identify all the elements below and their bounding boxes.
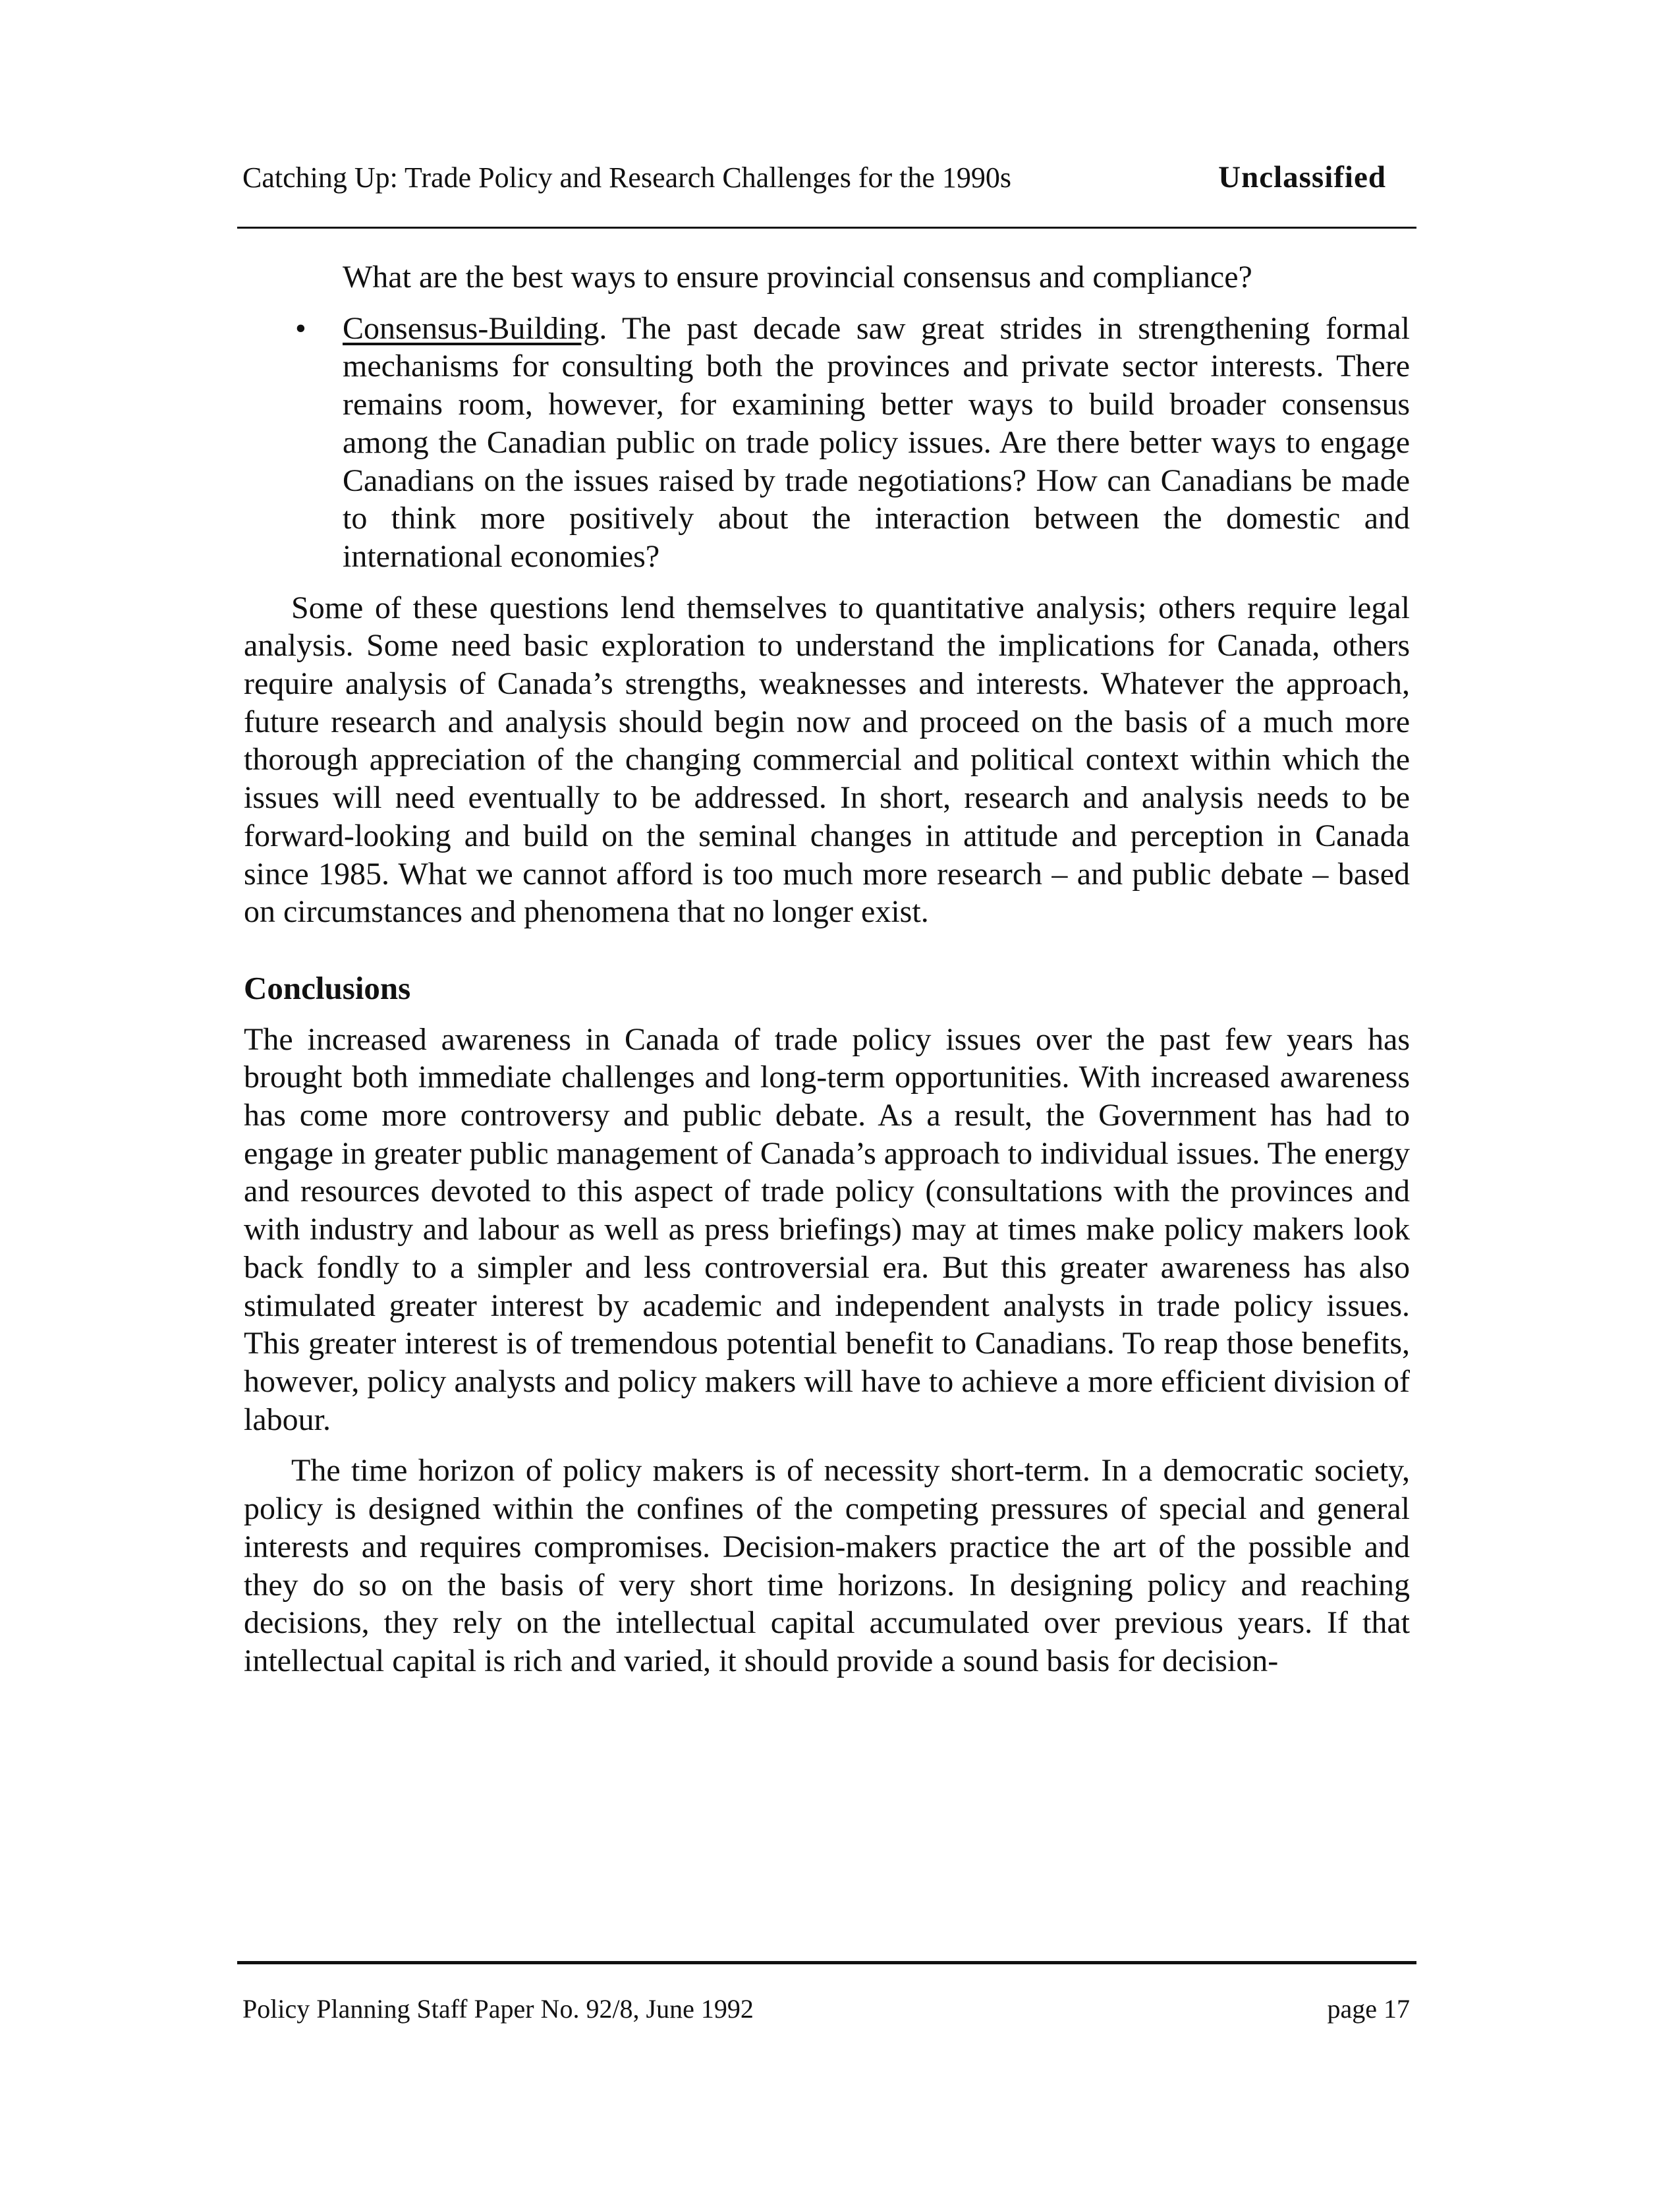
paragraph-awareness: The increased awareness in Canada of trade policy issues over the past few years has brought both immediate challenges and long-term opportunities. With increased awareness has come more controversy and public debate. As a result, the Government has had to engage in greater public management of Canada’s approach to individual issues. The energy and resources devoted to this aspect of trade policy (consultations with the provinces and with industry and labour as well as press briefings) may at times make policy makers look back fondly to a simpler and less controversial era. But this greater awareness has also stimulated greater interest by academic and independent analysts in trade policy issues. This greater interest is of tremendous potential benefit to Canadians. To reap those benefits, however, policy analysts and policy makers will have to achieve a more efficient division of labour. <box>244 1021 1410 1437</box>
bullet-lead: Consensus-Building <box>343 310 600 346</box>
continued-text: What are the best ways to ensure provincial consensus and compliance? <box>343 260 1252 295</box>
footer-rule <box>237 1961 1416 1964</box>
section-heading-conclusions: Conclusions <box>244 969 411 1006</box>
bullet-marker: • <box>295 310 306 346</box>
bullet-item-consensus-building <box>244 310 1410 576</box>
header-rule <box>237 227 1416 229</box>
page-header <box>242 161 1416 200</box>
page-body <box>244 258 1410 1680</box>
running-title: Catching Up: Trade Policy and Research Challenges for the 1990s <box>242 161 1012 194</box>
bullet-text: . The past decade saw great strides in strengthening formal mechanisms for consulting both the provinces and private sector interests. There remains room, however, for examining better ways to build broader consensus among the Canadian public on trade policy issues. Are there better ways to engage Canadians on the issues raised by trade negotiations? How can Canadians be made to think more positively about the interaction between the domestic and international economies? <box>343 310 1410 574</box>
paragraph-time-horizon: The time horizon of policy makers is of necessity short-term. In a democratic society, policy is designed within the confines of the competing pressures of special and general interests and requires compromises. Decision-makers practice the art of the possible and they do so on the basis of very short time horizons. In designing policy and reaching decisions, they rely on the intellectual capital accumulated over previous years. If that intellectual capital is rich and varied, it should provide a sound basis for decision- <box>244 1453 1410 1678</box>
paper-reference: Policy Planning Staff Paper No. 92/8, June 1992 <box>242 1994 754 2024</box>
page-number: page 17 <box>1327 1994 1410 2024</box>
paragraph-research: Some of these questions lend themselves to quantitative analysis; others require legal analysis. Some need basic exploration to understand the implications for Canada, others require analysis of Canada’s strengths, weaknesses and interests. Whatever the approach, future research and analysis should begin now and proceed on the basis of a much more thorough appreciation of the changing commercial and political context within which the issues will need eventually to be addressed. In short, research and analysis needs to be forward-looking and build on the seminal changes in attitude and perception in Canada since 1985. What we cannot afford is too much more research – and public debate – based on circumstances and phenomena that no longer exist. <box>244 590 1410 930</box>
classification-label: Unclassified <box>1218 160 1386 194</box>
